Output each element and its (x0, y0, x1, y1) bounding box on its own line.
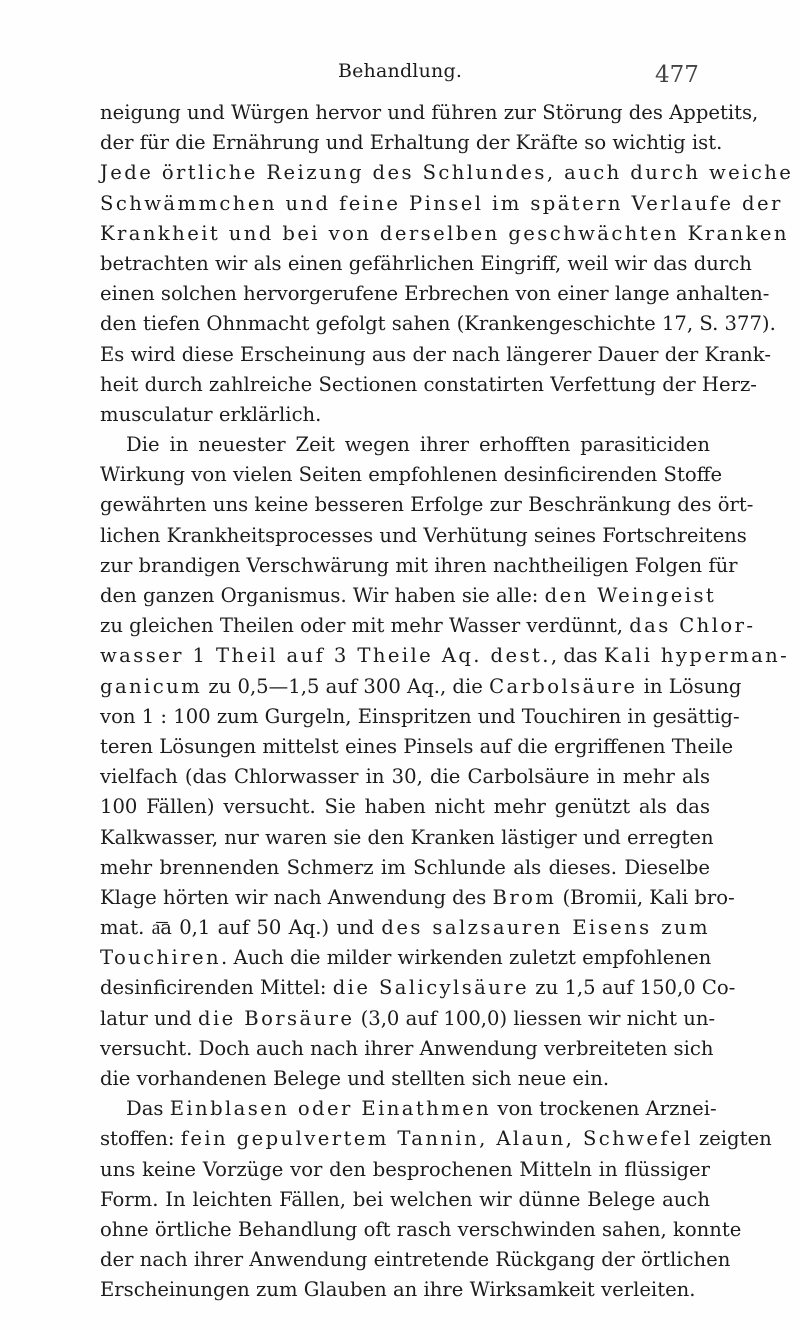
text-line (100, 551, 738, 581)
text-segment: Krankheit und bei von derselben geschwächten Kranken (100, 221, 789, 245)
text-segment: die Salicylsäure (332, 976, 530, 1000)
text-segment: . Auch die milder wirkenden zuletzt empfohlenen (221, 946, 712, 970)
text-line (100, 249, 752, 279)
text-segment: das Chlor- (629, 614, 756, 638)
text-line (100, 1275, 710, 1305)
page-number: 477 (655, 62, 699, 88)
text-line (100, 672, 742, 702)
text-line (100, 309, 776, 339)
text-segment: (Bromii, Kali bro- (556, 885, 735, 909)
text-line (100, 1064, 710, 1094)
text-segment: zu 1,5 auf 150,0 Co- (529, 976, 736, 1000)
text-segment: 100 Fällen) versucht. Sie haben nicht mehr genützt als das (100, 795, 710, 819)
text-segment: uns keine Vorzüge vor den besprochenen Mitteln in flüssiger (100, 1157, 710, 1181)
text-line (100, 702, 740, 732)
text-line (100, 641, 790, 671)
text-segment: Erscheinungen zum Glauben an ihre Wirksamkeit verleiten. (100, 1278, 696, 1302)
text-line (100, 279, 770, 309)
text-segment: den tiefen Ohnmacht gefolgt sahen (Krankengeschichte 17, S. 377). (100, 312, 776, 336)
text-line (100, 1215, 742, 1245)
text-line (100, 973, 736, 1003)
text-segment: den ganzen Organismus. Wir haben sie alle: (100, 584, 545, 607)
text-segment: Jede örtliche Reizung des Schlundes, auch durch weiche (100, 161, 794, 185)
text-line (100, 853, 710, 883)
text-segment: von 1 : 100 zum Gurgeln, Einspritzen und Touchiren in gesättig- (100, 704, 740, 728)
text-segment: den Weingeist (544, 584, 717, 607)
text-segment: von trockenen Arznei- (491, 1097, 717, 1121)
text-segment: mehr brennenden Schmerz im Schlunde als dieses. Dieselbe (100, 855, 710, 879)
text-line (100, 732, 734, 762)
text-segment: musculatur erklärlich. (100, 402, 322, 426)
text-line (100, 913, 710, 943)
text-line (100, 1034, 714, 1064)
text-line (100, 943, 710, 973)
text-line (100, 1185, 710, 1215)
text-segment: latur und (100, 1006, 199, 1030)
text-segment: teren Lösungen mittelst eines Pinsels auf die ergriffenen Theile (100, 734, 734, 758)
text-segment: Brom (492, 885, 557, 909)
body-text (100, 98, 794, 1306)
text-line (100, 883, 735, 913)
text-line (100, 98, 759, 128)
text-segment: der für die Ernährung und Erhaltung der Kräfte so wichtig ist. (100, 131, 723, 155)
text-line (100, 823, 714, 853)
text-line (100, 1004, 716, 1034)
text-segment: Das (126, 1097, 170, 1121)
text-segment: vielfach (das Chlorwasser in 30, die Carbolsäure in mehr als (100, 765, 710, 789)
text-line (100, 158, 794, 188)
text-segment: wasser 1 Theil auf 3 Theile Aq. dest. (100, 644, 551, 668)
text-segment: , das (550, 644, 604, 668)
text-line (100, 762, 710, 792)
text-segment: neigung und Würgen hervor und führen zur Störung des Appetits, (100, 101, 759, 124)
text-segment: mat. a͞a 0,1 auf 50 Aq.) und (100, 916, 382, 940)
text-segment: der nach ihrer Anwendung eintretende Rückgang der örtlichen (100, 1248, 731, 1272)
text-line (100, 1094, 717, 1124)
text-line (100, 340, 771, 370)
text-segment: ganicum (100, 674, 203, 698)
text-segment: zeigten (692, 1127, 772, 1151)
text-line (100, 219, 789, 249)
running-title: Behandlung. (337, 60, 463, 82)
text-segment: zur brandigen Verschwärung mit ihren nachtheiligen Folgen für (100, 553, 738, 577)
text-segment: Kali hyperman- (603, 644, 790, 668)
text-segment: Schwämmchen und feine Pinsel im spätern Verlaufe der (100, 191, 783, 215)
text-segment: gewährten uns keine besseren Erfolge zur Beschränkung des ört- (100, 493, 754, 517)
text-line (100, 128, 723, 158)
text-segment: Einblasen oder Einathmen (169, 1097, 492, 1121)
text-line (100, 1155, 710, 1185)
text-line (100, 792, 710, 822)
text-segment: einen solchen hervorgerufene Erbrechen von einer lange anhalten- (100, 282, 770, 306)
text-segment: die Borsäure (198, 1006, 355, 1030)
text-line (100, 460, 723, 490)
text-segment: Wirkung von vielen Seiten empfohlenen desinficirenden Stoffe (100, 463, 723, 487)
text-line (100, 611, 756, 641)
text-segment: betrachten wir als einen gefährlichen Eingriff, weil wir das durch (100, 251, 752, 275)
text-line (100, 490, 754, 520)
text-segment: heit durch zahlreiche Sectionen constatirten Verfettung der Herz- (100, 372, 757, 396)
text-segment: Es wird diese Erscheinung aus der nach längerer Dauer der Krank- (100, 342, 771, 366)
text-segment: zu 0,5—1,5 auf 300 Aq., die (202, 674, 490, 698)
text-segment: in Lösung (637, 674, 742, 698)
text-segment: ohne örtliche Behandlung oft rasch verschwinden sahen, konnte (100, 1217, 742, 1241)
text-segment: desinficirenden Mittel: (100, 976, 333, 1000)
text-segment: des salzsauren Eisens zum (381, 916, 710, 940)
page-header (0, 60, 800, 90)
text-line (100, 521, 747, 551)
text-segment: lichen Krankheitsprocesses und Verhütung seines Fortschreitens (100, 523, 747, 547)
text-segment: Klage hörten wir nach Anwendung des (100, 885, 493, 909)
text-line (100, 400, 710, 430)
text-line (100, 189, 783, 219)
text-segment: versucht. Doch auch nach ihrer Anwendung verbreiteten sich (100, 1036, 714, 1060)
text-segment: Kalkwasser, nur waren sie den Kranken lästiger und erregten (100, 825, 714, 849)
text-segment: Carbolsäure (489, 674, 638, 698)
text-segment: (3,0 auf 100,0) liessen wir nicht un- (354, 1006, 716, 1030)
text-line (100, 370, 757, 400)
text-segment: stoffen: (100, 1127, 181, 1151)
text-line (100, 1245, 731, 1275)
text-segment: fein gepulvertem Tannin, Alaun, Schwefel (180, 1127, 693, 1151)
text-segment: zu gleichen Theilen oder mit mehr Wasser verdünnt, (100, 614, 630, 638)
text-line (100, 581, 717, 611)
text-segment: Die in neuester Zeit wegen ihrer erhofften parasiticiden (126, 433, 710, 457)
text-line (100, 430, 710, 460)
text-segment: Touchiren (100, 946, 222, 970)
text-segment: Form. In leichten Fällen, bei welchen wir dünne Belege auch (100, 1187, 710, 1211)
text-segment: die vorhandenen Belege und stellten sich neue ein. (100, 1067, 610, 1090)
text-line (100, 1124, 772, 1154)
